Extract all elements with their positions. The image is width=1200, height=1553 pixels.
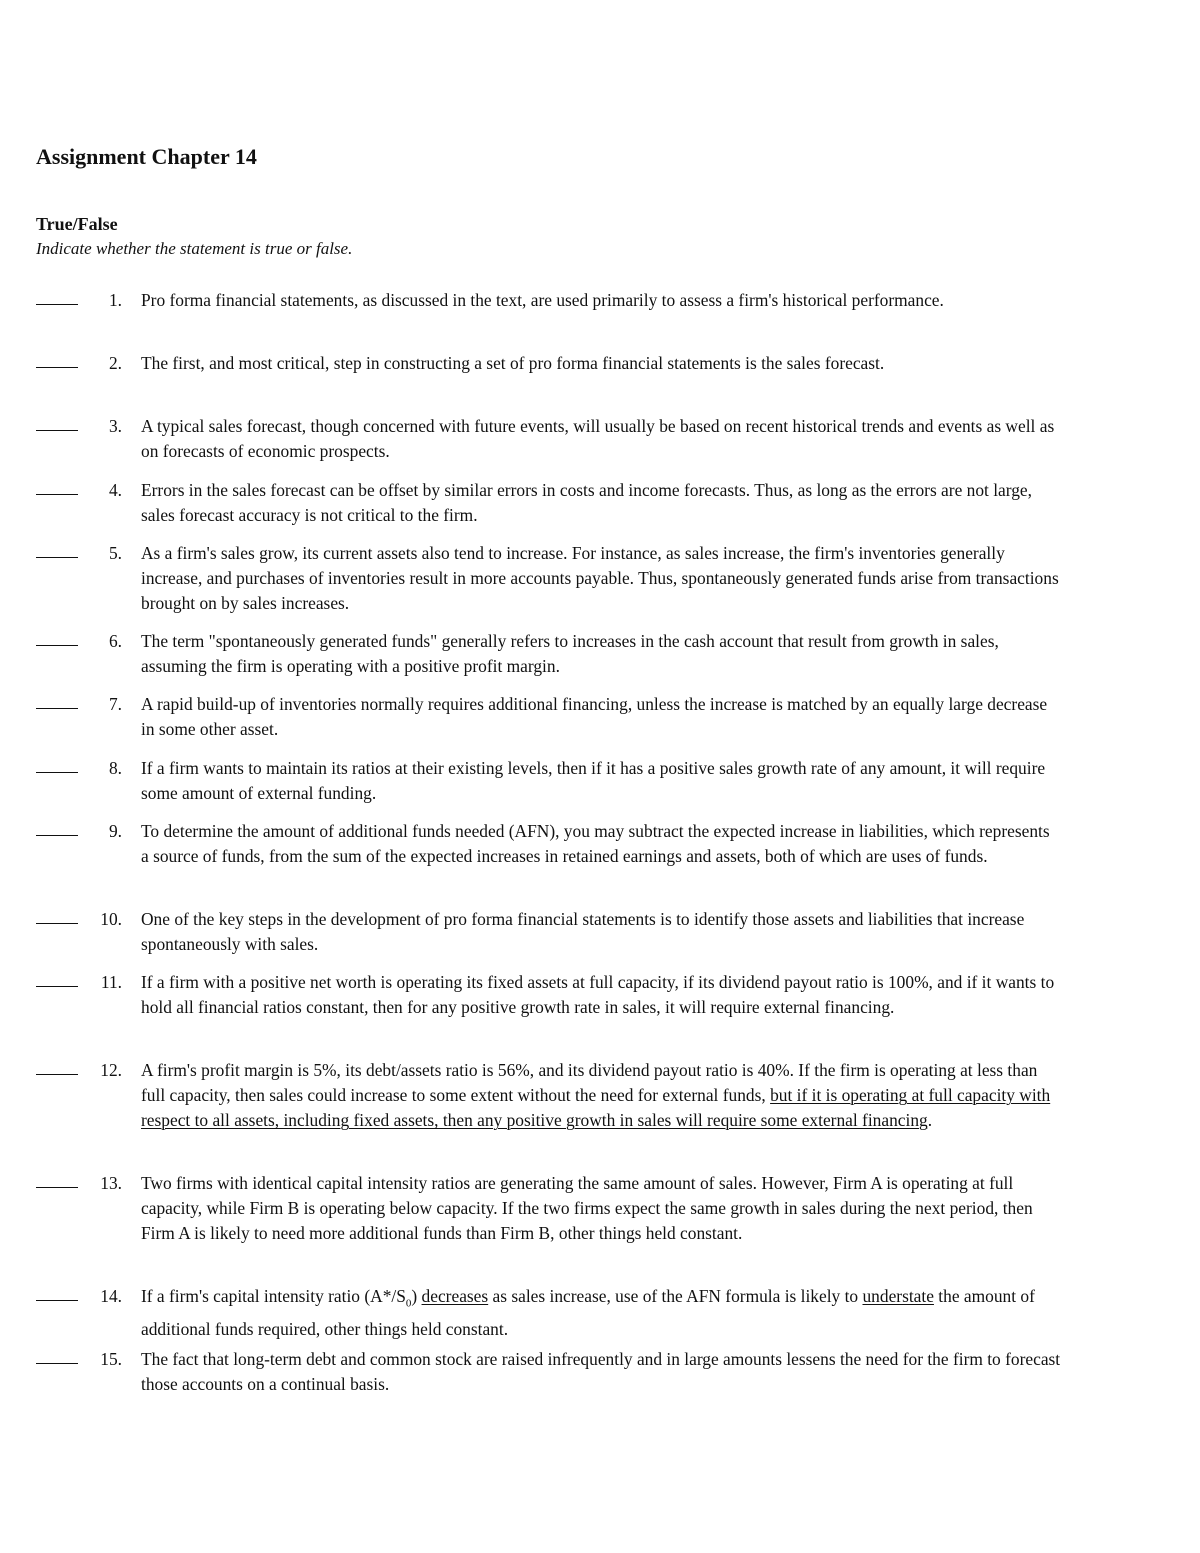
underlined-word-decreases: decreases <box>421 1286 489 1306</box>
question-number: 3. <box>108 416 122 436</box>
answer-blank[interactable] <box>36 692 78 709</box>
question-number: 13. <box>100 1173 122 1193</box>
question-number: 7. <box>108 694 122 714</box>
question-text-part: . <box>927 1110 933 1131</box>
question-text: Errors in the sales forecast can be offset by similar errors in costs and income forecasts. Thus, as long as the errors are not large, sales forecast accuracy is not critical to the firm. <box>141 480 1032 526</box>
subscript-zero: 0 <box>405 1297 412 1310</box>
answer-blank[interactable] <box>36 351 78 368</box>
answer-blank[interactable] <box>36 819 78 836</box>
question-text: The term "spontaneously generated funds" generally refers to increases in the cash account that result from growth in sales, assuming the firm is operating with a positive profit margin. <box>141 631 999 677</box>
answer-blank[interactable] <box>36 1347 78 1364</box>
question-text: To determine the amount of additional funds needed (AFN), you may subtract the expected increase in liabilities, which represents a source of funds, from the sum of the expected increases in retained earnings and assets, both of which are uses of funds. <box>141 821 1050 867</box>
question-text: The fact that long-term debt and common stock are raised infrequently and in large amounts lessens the need for the firm to forecast those accounts on a continual basis. <box>141 1349 1061 1395</box>
answer-blank[interactable] <box>36 478 78 495</box>
question-text <box>141 1284 1061 1342</box>
instructions-text: Indicate whether the statement is true or false. <box>36 239 353 258</box>
question-text-part: If a firm's capital intensity ratio (A*/S <box>141 1286 406 1306</box>
answer-blank[interactable] <box>36 541 78 558</box>
question-number: 4. <box>108 480 122 500</box>
question-text: One of the key steps in the development of pro forma financial statements is to identify those assets and liabilities that increase spontaneously with sales. <box>141 909 1025 955</box>
question-text: If a firm with a positive net worth is operating its fixed assets at full capacity, if its dividend payout ratio is 100%, and if it wants to hold all financial ratios constant, then for any positive growth rate in sales, it will require external financing. <box>141 972 1055 1018</box>
answer-blank[interactable] <box>36 414 78 431</box>
question-number: 12. <box>100 1060 122 1080</box>
answer-blank[interactable] <box>36 1171 78 1188</box>
answer-blank[interactable] <box>36 629 78 646</box>
section-heading: True/False <box>36 214 118 234</box>
question-text-part: ) <box>411 1286 422 1306</box>
answer-blank[interactable] <box>36 970 78 987</box>
question-text: The first, and most critical, step in constructing a set of pro forma financial statements is the sales forecast. <box>141 353 885 373</box>
answer-blank[interactable] <box>36 756 78 773</box>
question-text: A rapid build-up of inventories normally requires additional financing, unless the increase is matched by an equally large decrease in some other asset. <box>141 694 1048 740</box>
question-number: 2. <box>108 353 122 373</box>
question-number: 10. <box>100 909 122 929</box>
question-text: As a firm's sales grow, its current assets also tend to increase. For instance, as sales increase, the firm's inventories generally increase, and purchases of inventories result in more accounts payable. Thus, spontaneously generated funds arise from transactions brought on by sales increases. <box>141 543 1059 614</box>
document-title: Assignment Chapter 14 <box>36 144 257 169</box>
question-text-part: as sales increase, use of the AFN formula is likely to <box>488 1286 863 1306</box>
question-text-part: the amount of additional funds required, other things held constant. <box>141 1286 1035 1339</box>
question-number: 8. <box>108 758 122 778</box>
question-text: Two firms with identical capital intensity ratios are generating the same amount of sales. However, Firm A is operating at full capacity, while Firm B is operating below capacity. If the two firms expect the same growth in sales during the next period, then Firm A is likely to need more additional funds than Firm B, other things held constant. <box>141 1173 1033 1244</box>
answer-blank[interactable] <box>36 907 78 924</box>
question-number: 6. <box>108 631 122 651</box>
question-text: Pro forma financial statements, as discussed in the text, are used primarily to assess a firm's historical performance. <box>141 290 944 310</box>
question-number: 11. <box>100 972 122 992</box>
answer-blank[interactable] <box>36 1058 78 1075</box>
underlined-word-understate: understate <box>862 1286 934 1306</box>
question-text: If a firm wants to maintain its ratios at their existing levels, then if it has a positive sales growth rate of any amount, it will require some amount of external funding. <box>141 758 1046 804</box>
question-number: 1. <box>108 290 122 310</box>
question-text-part: A firm's profit margin is 5%, its debt/assets ratio is 56%, and its dividend payout ratio is 40%. If the firm is operating at less than full capacity, then sales could increase to some extent without the need for external funds, <box>141 1060 1038 1106</box>
answer-blank[interactable] <box>36 1284 78 1301</box>
question-text <box>141 1058 1061 1134</box>
underlined-phrase: but if it is operating at full capacity with respect to all assets, including fixed assets, then any positive growth in sales will require some external financing <box>141 1085 1051 1131</box>
question-number: 9. <box>108 821 122 841</box>
answer-blank[interactable] <box>36 288 78 305</box>
question-text: A typical sales forecast, though concerned with future events, will usually be based on recent historical trends and events as well as on forecasts of economic prospects. <box>141 416 1055 462</box>
question-number: 14. <box>100 1286 122 1306</box>
question-number: 15. <box>100 1349 122 1369</box>
question-number: 5. <box>108 543 122 563</box>
